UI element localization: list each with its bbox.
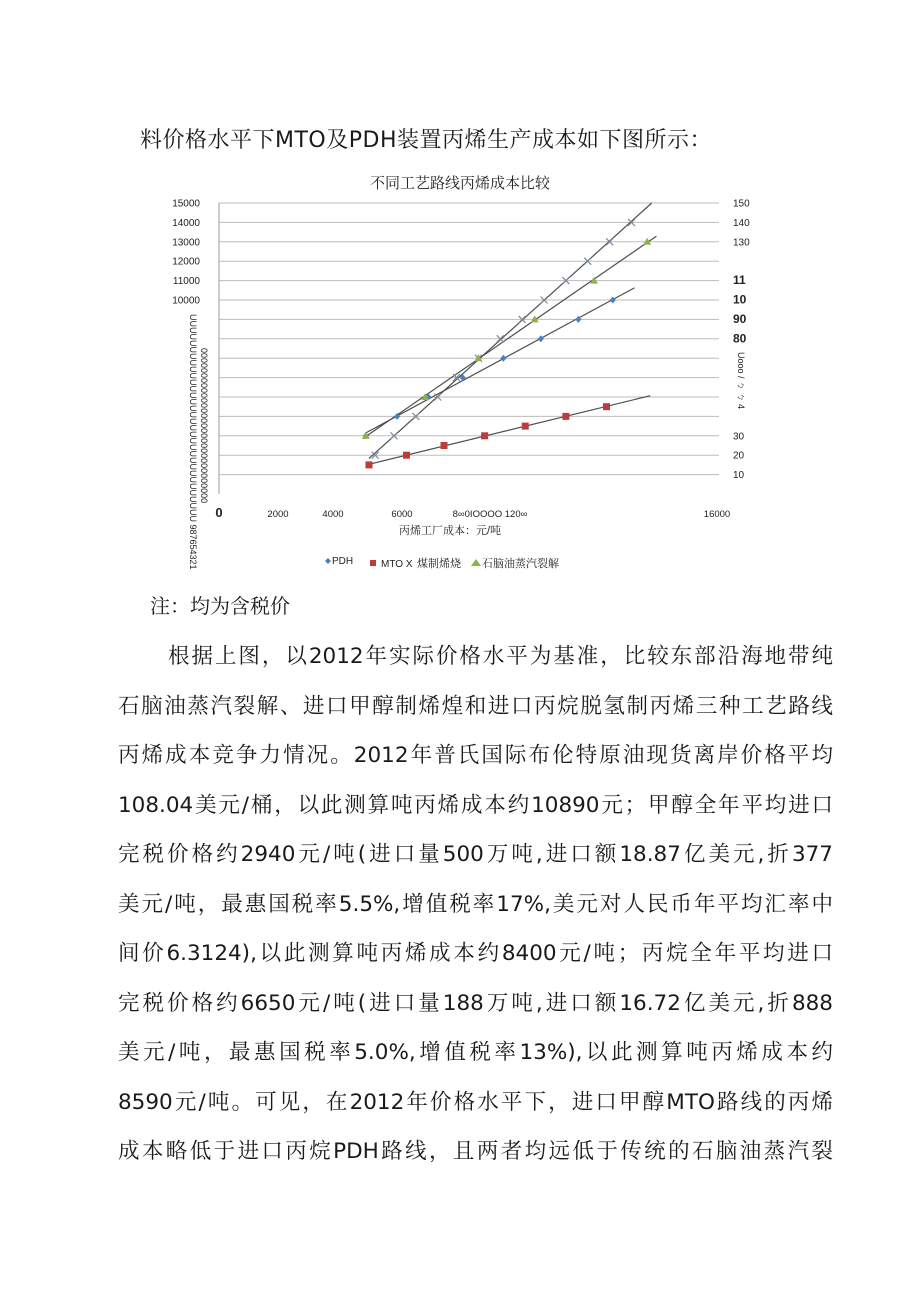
- legend-mto-marker: [370, 560, 376, 566]
- x-tick-label: 8∞0IOOOO 120∞: [452, 509, 528, 520]
- y-right-tick-label: 10: [733, 470, 745, 482]
- body-paragraph: [118, 632, 833, 1177]
- cost-comparison-chart: [0, 0, 920, 600]
- paragraph-line: 8590元/吨。可见，在2012年价格水平下，进口甲醇MTO路线的丙烯: [118, 1089, 833, 1115]
- paragraph-line: 美元/吨，最惠国税率5.5%,增值税率17%,美元对人民币年平均汇率中: [118, 891, 833, 917]
- paragraph-line: 108.04美元/桶，以此测算吨丙烯成本约10890元；甲醇全年平均进口: [118, 792, 833, 818]
- paragraph-line: 完税价格约6650元/吨(进口量188万吨,进口额16.72亿美元,折888: [118, 990, 833, 1016]
- legend-naphtha-marker: [471, 559, 481, 566]
- legend-coal-label: 煤制烯烧: [417, 558, 461, 570]
- paragraph-line: 成本略低于进口丙烷PDH路线，且两者均远低于传统的石脑油蒸汽裂: [118, 1139, 833, 1164]
- y-right-tick-label: 20: [733, 450, 745, 462]
- x-tick-labels: [215, 505, 730, 520]
- y-right-tick-label: 11: [733, 273, 746, 288]
- y-right-tick-label: 90: [733, 311, 747, 326]
- paragraph-line: 丙烯成本竞争力情况。2012年普氏国际布伦特原油现货离岸价格平均: [118, 743, 833, 768]
- mto-point: [481, 432, 488, 439]
- trend-line-1: [366, 288, 635, 433]
- pdh-point: [538, 335, 544, 342]
- y-right-tick-label: 30: [733, 431, 745, 443]
- y-right-tick-labels: [733, 199, 750, 482]
- paragraph-line: 美元/吨，最惠国税率5.0%,增值税率13%),以此测算吨丙烯成本约: [118, 1040, 833, 1065]
- y-right-tick-label: 140: [733, 217, 750, 229]
- legend-mto-label: MTO X: [381, 559, 413, 570]
- y-left-tick-label: 15000: [172, 198, 200, 210]
- mto-point: [366, 461, 373, 468]
- x-tick-label: 2000: [267, 509, 289, 520]
- chart-title: 不同工艺路线丙烯成本比较: [369, 175, 551, 192]
- x-axis-label: 丙烯工厂成本：元/吨: [398, 525, 502, 537]
- y-left-garbled-label: UUUUUUUUUUUUUUUUUUUUUUUUUUUUUUUU 987654321: [188, 314, 198, 570]
- y-left-tick-label: 11000: [172, 276, 200, 288]
- paragraph-line: 石脑油蒸汽裂解、进口甲醇制烯煌和进口丙烷脱氢制丙烯三种工艺路线: [118, 693, 833, 719]
- y-left-garbled-zeros: 0000000000000000000000000000000: [199, 348, 209, 504]
- y-right-garbled-label: Uooo / ㄅ ㄅ 4: [736, 352, 746, 410]
- legend-naphtha-label: 石脑油蒸汽裂解: [482, 558, 559, 570]
- mto-point: [441, 442, 448, 449]
- y-left-tick-labels: [172, 199, 200, 307]
- mto-point: [562, 413, 569, 420]
- note: 注：均为含税价: [150, 594, 290, 618]
- y-right-tick-label: 80: [733, 331, 747, 346]
- x-tick-label: 4000: [322, 509, 344, 520]
- paragraph-line: 间价6.3124),以此测算吨丙烯成本约8400元/吨；丙烷全年平均进口: [118, 941, 833, 966]
- legend-pdh-marker: [325, 558, 331, 564]
- paragraph-line: 根据上图，以2012年实际价格水平为基准，比较东部沿海地带纯: [168, 644, 833, 669]
- intro-line: 料价格水平下MTO及PDH装置丙烯生产成本如下图所示：: [140, 128, 712, 153]
- chart-gridlines: [219, 203, 719, 494]
- pdh-point: [610, 297, 616, 304]
- y-right-tick-label: 130: [733, 237, 750, 249]
- legend: [325, 556, 559, 570]
- x-tick-label: 6000: [391, 509, 413, 520]
- y-right-tick-label: 10: [733, 292, 747, 307]
- mto-point: [522, 423, 529, 430]
- pdh-point: [500, 355, 506, 362]
- x-tick-label: 16000: [703, 509, 731, 520]
- y-left-tick-label: 12000: [172, 256, 200, 268]
- y-left-tick-label: 14000: [172, 217, 200, 229]
- mto-point: [403, 452, 410, 459]
- legend-pdh-label: PDH: [332, 556, 354, 567]
- y-right-tick-label: 150: [733, 198, 750, 210]
- y-left-tick-label: 10000: [172, 295, 200, 307]
- paragraph-line: 完税价格约2940元/吨(进口量500万吨,进口额18.87亿美元,折377: [118, 842, 833, 867]
- trend-line-4: [363, 236, 657, 439]
- y-left-tick-label: 13000: [172, 237, 200, 249]
- mto-point: [603, 403, 610, 410]
- x-tick-label: 0: [215, 505, 223, 520]
